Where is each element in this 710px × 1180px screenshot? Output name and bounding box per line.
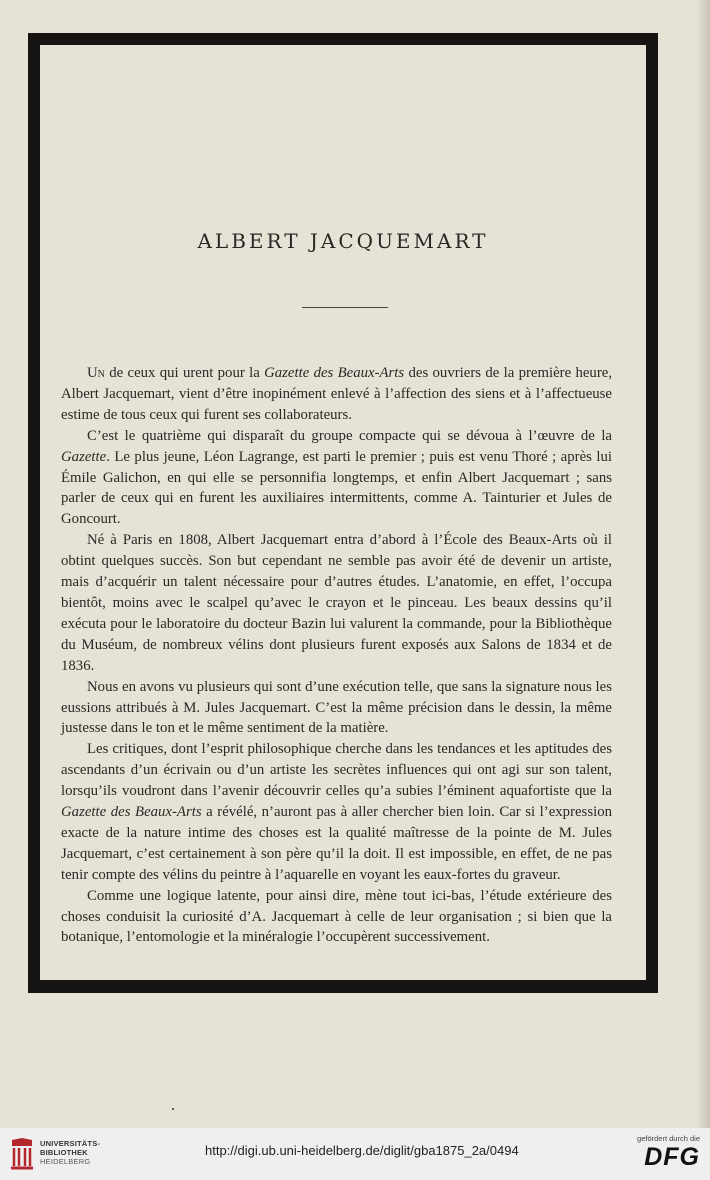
paragraph-2: C’est le quatrième qui disparaît du groupe compacte qui se dévoua à l’œuvre de la Gazette. Le plus jeune, Léon Lagrange, est parti le premier ; puis est venu Thoré ; après lui Émile Galichon, en qui elle se personnifia longtemps, et enfin Albert Jacquemart ; sans parler de ceux qui en furent les auxiliaires intermittents, comme A. Tainturier et Jules de Goncourt. xyxy=(61,427,612,528)
article-title: ALBERT JACQUEMART xyxy=(197,229,489,253)
page-mark xyxy=(172,1108,174,1110)
journal-title: Gazette des Beaux-Arts xyxy=(264,365,405,381)
paragraph-6: Comme une logique latente, pour ainsi dire, mène tout ici-bas, l’étude extérieure des choses conduisit la curiosité d’A. Jacquemart à celle de leur organisation ; si bien que la botanique, l’entomologie et la minéralogie l’occupèrent successivement. xyxy=(61,887,612,946)
journal-title: Gazette xyxy=(61,448,107,465)
permalink-url[interactable]: http://digi.ub.uni-heidelberg.de/diglit/gba1875_2a/0494 xyxy=(205,1143,519,1158)
title-divider xyxy=(302,307,388,308)
lead-word: Un xyxy=(87,365,105,381)
funder-credit xyxy=(620,1134,700,1171)
journal-title: Gazette des Beaux-Arts xyxy=(61,804,202,821)
paragraph-1: Un de ceux qui urent pour la Gazette des Beaux-Arts des ouvriers de la première heure, Albert Jacquemart, vient d’être inopinément enlevé à l’affection des siens et à l’affectueuse estime de tous ceux qui furent ses collaborateurs. xyxy=(61,365,613,423)
paragraph-5: Les critiques, dont l’esprit philosophique cherche dans les tendances et les aptitudes des ascendants d’un écrivain ou d’un artiste les secrètes influences qui ont agi sur son talent, lorsqu’ils voudront dans l’avenir découvrir celles qu’a subies l’éminent aquafortiste que la Gazette des Beaux-Arts a révélé, n’auront pas à aller chercher bien loin. Car si l’expression exacte de la nature intime des choses est la qualité maîtresse de la pointe de M. Jules Jacquemart, c’est certainement à son père qu’il la doit. Il est impossible, en effet, de ne pas tenir compte des vélins du peintre à l’aquarelle en voyant les eaux-fortes du graveur. xyxy=(61,741,612,883)
institution-name: UNIVERSITÄTS- BIBLIOTHEK HEIDELBERG xyxy=(40,1139,101,1166)
paragraph-3: Né à Paris en 1808, Albert Jacquemart entra d’abord à l’École des Beaux-Arts où il obtint quelques succès. Son but cependant ne semble pas avoir été de devenir un artiste, mais d’acquérir un talent nécessaire pour d’autres études. L’anatomie, en effet, l’occupa bientôt, moins avec le scalpel qu’avec le crayon et le pinceau. Les beaux dessins qu’il exécuta pour le laboratoire du docteur Bazin lui valurent la commande, pour la Bibliothèque du Muséum, de nombreux vélins dont plusieurs furent exposés aux Salons de 1834 et de 1836. xyxy=(61,532,612,674)
article-body xyxy=(61,363,612,948)
university-library-logo-icon xyxy=(8,1136,36,1172)
viewer-footer xyxy=(0,1128,710,1180)
paragraph-4: Nous en avons vu plusieurs qui sont d’une exécution telle, que sans la signature nous les eussions attribués à M. Jules Jacquemart. C’est la même précision dans le dessin, la même justesse dans le ton et le même sentiment de la matière. xyxy=(61,678,612,737)
dfg-logo: DFG xyxy=(644,1143,700,1171)
funded-by-label: gefördert durch die xyxy=(637,1134,700,1143)
